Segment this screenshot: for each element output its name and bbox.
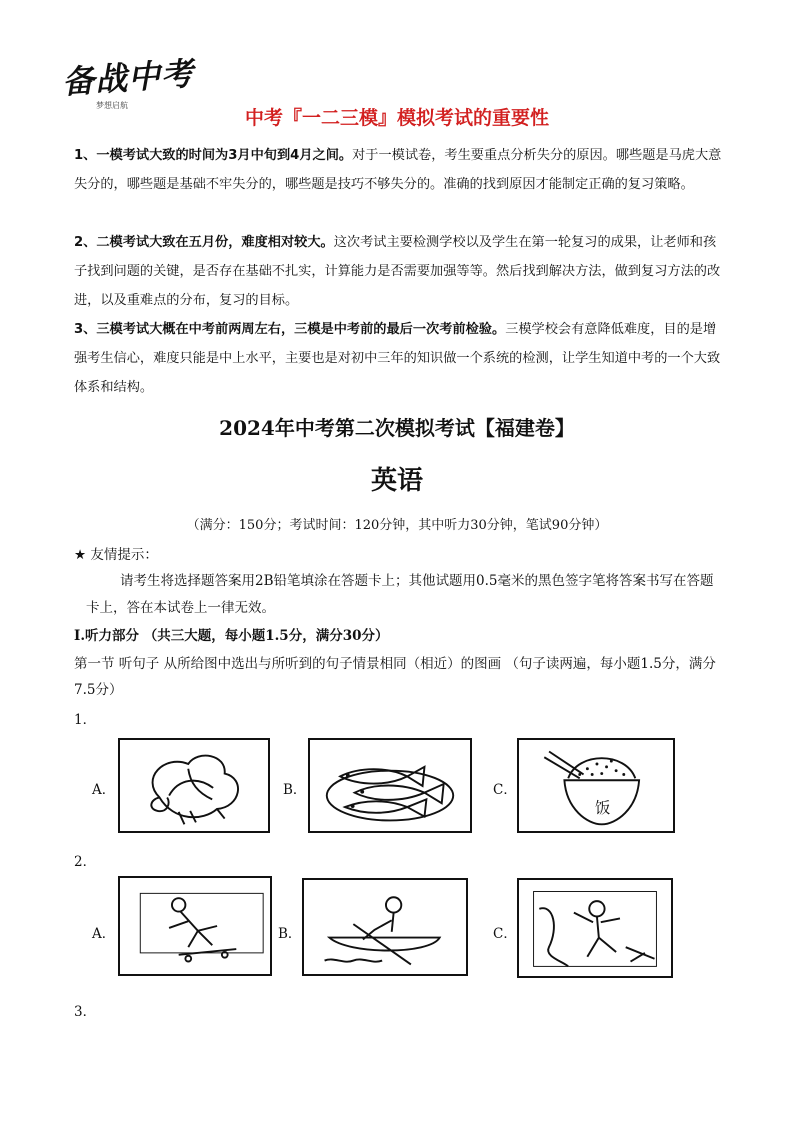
- score-info: （满分：150分；考试时间：120分钟，其中听力30分钟，笔试90分钟）: [186, 518, 608, 533]
- logo-text: 备战中考: [60, 54, 196, 102]
- vegetables-icon: [120, 740, 268, 831]
- rice-bowl-icon: [519, 740, 673, 831]
- promo-paragraph-2-bold: 2、二模考试大致在五月份，难度相对较大。: [74, 235, 334, 250]
- question-2-option-b-letter: B．: [278, 926, 302, 942]
- rice-label: 饭: [595, 798, 611, 817]
- question-2-option-a-letter: A．: [92, 926, 116, 942]
- tip-heading: ★ 友情提示：: [74, 547, 158, 563]
- promo-paragraph-3: [74, 315, 722, 402]
- listening-part-1-heading: 第一节 听句子 从所给图中选出与所听到的句子情景相同（相近）的图画 （句子读两遍，每小题1.5分，满分7.5分）: [74, 656, 716, 698]
- tip-body: 请考生将选择题答案用2B铅笔填涂在答题卡上；其他试题用0.5毫米的黑色签字笔将答案书写在答题卡上，答在本试卷上一律无效。: [86, 573, 714, 616]
- question-1-option-c-letter: C．: [493, 782, 517, 798]
- exam-title: 2024年中考第二次模拟考试【福建卷】: [219, 416, 575, 440]
- promo-paragraph-2: [74, 228, 722, 315]
- question-1-number: 1．: [74, 712, 97, 728]
- promo-paragraph-1-text: 对于一模试卷，考生要重点分析失分的原因。哪些题是马虎大意失分的，哪些题是基础不牢失分的，哪些题是技巧不够失分的。准确的找到原因才能制定正确的复习策略。: [74, 148, 722, 192]
- exam-subject: 英语: [370, 466, 423, 496]
- question-1-option-a-picture: [118, 738, 270, 833]
- question-2-option-c-picture: [517, 878, 673, 978]
- climbing-icon: [519, 880, 671, 976]
- question-1-option-c-picture: [517, 738, 675, 833]
- question-2-option-a-picture: [118, 876, 272, 976]
- question-2-option-c-letter: C．: [493, 926, 517, 942]
- promo-paragraph-1-bold: 1、一模考试大致的时间为3月中旬到4月之间。: [74, 148, 353, 163]
- logo-subtitle: 梦想启航: [96, 101, 128, 110]
- promo-title: 中考『一二三模』模拟考试的重要性: [244, 107, 549, 129]
- listening-section-heading: I.听力部分 （共三大题，每小题1.5分，满分30分）: [74, 628, 389, 644]
- question-1-option-a-letter: A．: [92, 782, 116, 798]
- question-2-option-b-picture: [302, 878, 468, 976]
- rowing-icon: [304, 880, 466, 974]
- question-1-option-b-letter: B．: [283, 782, 307, 798]
- question-3-number: 3．: [74, 1004, 97, 1020]
- question-1-option-b-picture: [308, 738, 472, 833]
- promo-paragraph-3-text: 三模学校会有意降低难度，目的是增强考生信心，难度只能是中上水平，主要也是对初中三年的知识做一个系统的检测，让学生知道中考的一个大致体系和结构。: [74, 322, 721, 395]
- promo-paragraph-2-text: 这次考试主要检测学校以及学生在第一轮复习的成果，让老师和孩子找到问题的关键，是否存在基础不扎实，计算能力是否需要加强等等。然后找到解决方法，做到复习方法的改进，以及重难点的分布，复习的目标。: [74, 235, 721, 308]
- promo-paragraph-1: [74, 141, 722, 199]
- promo-paragraph-3-bold: 3、三模考试大概在中考前两周左右，三模是中考前的最后一次考前检验。: [74, 322, 506, 337]
- skateboard-icon: [120, 878, 270, 974]
- fish-icon: [310, 740, 470, 831]
- question-2-number: 2．: [74, 854, 97, 870]
